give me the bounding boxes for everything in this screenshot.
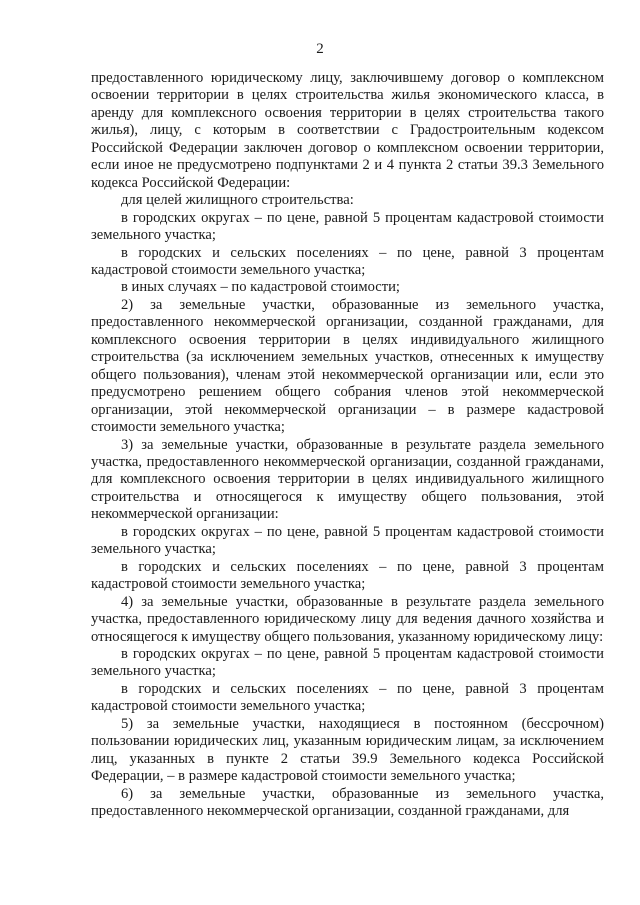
paragraph-continuation-subparagraph-1: предоставленного юридическому лицу, заключившему договор о комплексном освоении территории в целях строительства жилья экономического класса, в аренду для комплексного освоения территории в целях строительства такого жилья), лицу, с которым в соответствии с Градостроительным кодексом Российской Федерации заключен договор о комплексном освоении территории, если иное не предусмотрено подпунктами 2 и 4 пункта 2 статьи 39.3 Земельного кодекса Российской Федерации: — [91, 70, 604, 191]
paragraph-settlements-3-percent: в городских и сельских поселениях – по цене, равной 3 процентам кадастровой стоимости земельного участка; — [91, 244, 604, 278]
paragraph-subparagraph-2: 2) за земельные участки, образованные из земельного участка, предоставленного некоммерческой организации, созданной гражданами, для комплексного освоения территории в целях индивидуального жилищного строительства (за исключением земельных участков, отнесенных к имуществу общего пользования), членам этой некоммерческой организации или, если это предусмотрено решением общего собрания членов этой некоммерческой организации, этой некоммерческой организации – в размере кадастровой стоимости земельного участка; — [91, 296, 604, 436]
paragraph-subparagraph-5: 5) за земельные участки, находящиеся в постоянном (бессрочном) пользовании юридических лиц, указанным юридическим лицам, за исключением лиц, указанных в пункте 2 статьи 39.9 Земельного кодекса Российской Федерации, – в размере кадастровой стоимости земельного участка; — [91, 715, 604, 785]
paragraph-settlements-3-percent-2: в городских и сельских поселениях – по цене, равной 3 процентам кадастровой стоимости земельного участка; — [91, 558, 604, 593]
paragraph-urban-districts-5-percent: в городских округах – по цене, равной 5 процентам кадастровой стоимости земельного участка; — [91, 209, 604, 244]
paragraph-housing-construction: для целей жилищного строительства: — [121, 192, 354, 209]
paragraph-subparagraph-3: 3) за земельные участки, образованные в результате раздела земельного участка, предоставленного некоммерческой организации, созданной гражданами, для комплексного освоения территории в целях индивидуального жилищного строительства и относящегося к имуществу общего пользования, этой некоммерческой организации: — [91, 436, 604, 523]
paragraph-settlements-3-percent-3: в городских и сельских поселениях – по цене, равной 3 процентам кадастровой стоимости земельного участка; — [91, 680, 604, 715]
page-number: 2 — [316, 41, 324, 57]
paragraph-subparagraph-6: 6) за земельные участки, образованные из земельного участка, предоставленного некоммерческой организации, созданной гражданами, для — [91, 785, 604, 820]
paragraph-other-cases: в иных случаях – по кадастровой стоимости; — [121, 279, 400, 296]
paragraph-urban-districts-5-percent-2: в городских округах – по цене, равной 5 процентам кадастровой стоимости земельного участка; — [91, 523, 604, 558]
document-body — [91, 70, 604, 820]
paragraph-subparagraph-4: 4) за земельные участки, образованные в результате раздела земельного участка, предоставленного юридическому лицу для ведения дачного хозяйства и относящегося к имуществу общего пользования, указанному юридическому лицу: — [91, 593, 604, 645]
paragraph-urban-districts-5-percent-3: в городских округах – по цене, равной 5 процентам кадастровой стоимости земельного участка; — [91, 645, 604, 680]
